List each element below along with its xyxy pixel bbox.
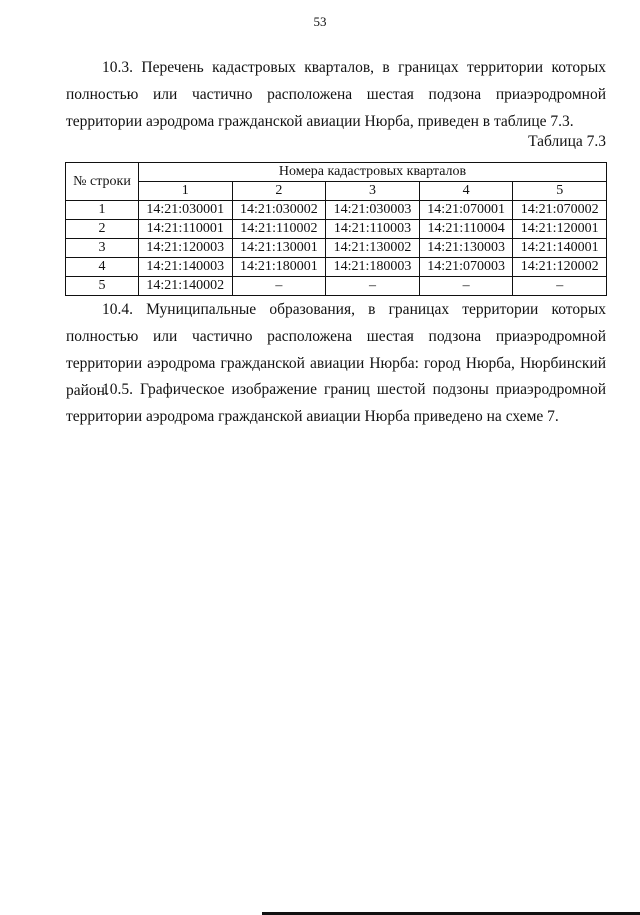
table-row	[66, 277, 607, 296]
column-header: 4	[419, 182, 513, 201]
paragraph-number: 10.5.	[102, 381, 133, 398]
table-cell: 14:21:130003	[419, 239, 513, 258]
table-cell: –	[232, 277, 326, 296]
column-header: 1	[139, 182, 233, 201]
table-cell: 14:21:120001	[513, 220, 607, 239]
paragraph-text: Перечень кадастровых кварталов, в границах территории которых полностью или частично расположена шестая подзона приаэродромной территории аэродрома гражданской авиации Нюрба, приведен в таблице 7.3.	[66, 59, 606, 130]
table-cell: –	[419, 277, 513, 296]
table-cell: 14:21:030001	[139, 201, 233, 220]
table-cell: –	[513, 277, 607, 296]
page-number: 53	[313, 14, 327, 29]
row-number: 5	[66, 277, 139, 296]
table-row	[66, 220, 607, 239]
paragraph-number: 10.4.	[102, 301, 133, 318]
table-row	[66, 239, 607, 258]
row-number-header: № строки	[66, 163, 139, 201]
paragraph-number: 10.3.	[102, 59, 133, 76]
table-cell: 14:21:110002	[232, 220, 326, 239]
table-cell: 14:21:180003	[326, 258, 420, 277]
row-number: 4	[66, 258, 139, 277]
table-cell: 14:21:140001	[513, 239, 607, 258]
table-row	[66, 258, 607, 277]
table-caption: Таблица 7.3	[528, 133, 606, 150]
table-cell: 14:21:180001	[232, 258, 326, 277]
table-cell: 14:21:070001	[419, 201, 513, 220]
table-cell: 14:21:120003	[139, 239, 233, 258]
table-cell: 14:21:130002	[326, 239, 420, 258]
table-cell: 14:21:130001	[232, 239, 326, 258]
row-number: 3	[66, 239, 139, 258]
cadastral-quarters-table	[65, 162, 607, 296]
table-cell: 14:21:110001	[139, 220, 233, 239]
column-header: 3	[326, 182, 420, 201]
row-number: 2	[66, 220, 139, 239]
row-number: 1	[66, 201, 139, 220]
table-cell: 14:21:070002	[513, 201, 607, 220]
table-cell: 14:21:120002	[513, 258, 607, 277]
table-cell: 14:21:030002	[232, 201, 326, 220]
table-column-numbers-row	[66, 182, 607, 201]
cadastral-numbers-header: Номера кадастровых кварталов	[139, 163, 607, 182]
paragraph-10-3	[66, 54, 606, 135]
column-header: 5	[513, 182, 607, 201]
paragraph-text: Муниципальные образования, в границах территории которых полностью или частично расположена шестая подзона приаэродромной территории аэродрома гражданской авиации Нюрба: город Нюрба, Нюрбинский район.	[66, 301, 607, 399]
paragraph-10-5	[66, 376, 606, 430]
table-cell: 14:21:070003	[419, 258, 513, 277]
paragraph-text: Графическое изображение границ шестой подзоны приаэродромной территории аэродрома гражданской авиации Нюрба приведено на схеме 7.	[66, 381, 606, 425]
table-cell: 14:21:110004	[419, 220, 513, 239]
table-cell: 14:21:140003	[139, 258, 233, 277]
table-cell: –	[326, 277, 420, 296]
table-cell: 14:21:140002	[139, 277, 233, 296]
table-cell: 14:21:030003	[326, 201, 420, 220]
table-header-row	[66, 163, 607, 182]
table-row	[66, 201, 607, 220]
column-header: 2	[232, 182, 326, 201]
table-cell: 14:21:110003	[326, 220, 420, 239]
